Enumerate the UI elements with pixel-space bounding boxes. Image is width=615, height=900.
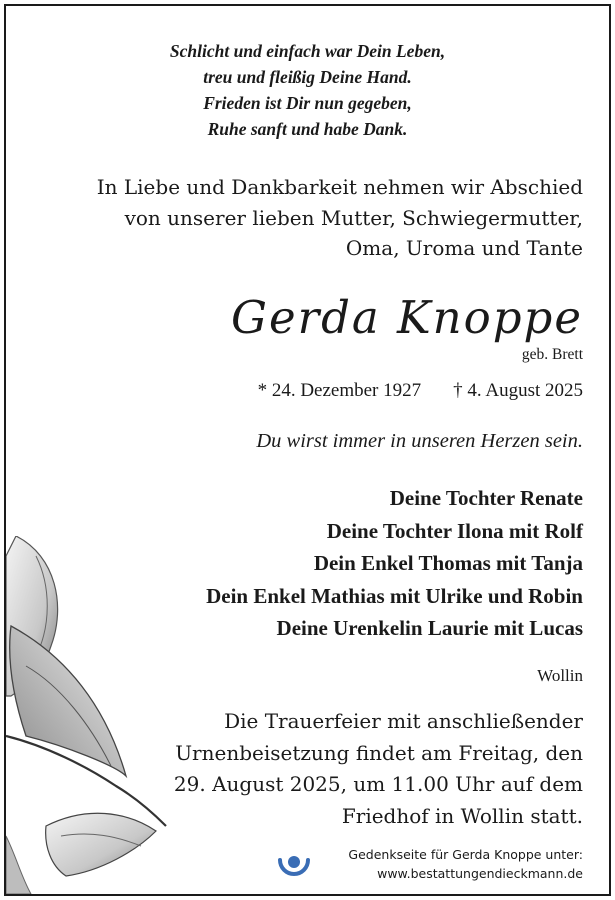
memorial-text: Gedenkseite für Gerda Knoppe unter: <box>348 847 583 862</box>
life-dates <box>258 380 583 402</box>
obituary-notice <box>4 4 611 896</box>
intro-line: von unserer lieben Mutter, Schwiegermutter, <box>124 205 583 230</box>
intro-text <box>97 172 583 264</box>
verse-line: treu und fleißig Deine Hand. <box>203 67 412 87</box>
birth-date: * 24. Dezember 1927 <box>257 380 422 401</box>
verse-line: Schlicht und einfach war Dein Leben, <box>169 41 446 61</box>
verse-line: Ruhe sanft und habe Dank. <box>207 119 408 139</box>
motto: Du wirst immer in unseren Herzen sein. <box>256 430 583 452</box>
memorial-page-info <box>348 845 583 883</box>
circle-drop-logo-icon <box>276 846 312 882</box>
memorial-link[interactable]: www.bestattungendieckmann.de <box>377 866 583 881</box>
funeral-line: Urnenbeisetzung findet am Freitag, den <box>175 740 583 765</box>
intro-line: In Liebe und Dankbarkeit nehmen wir Abschied <box>96 175 583 199</box>
mourner: Dein Enkel Mathias mit Ulrike und Robin <box>206 583 583 608</box>
mourner: Deine Urenkelin Laurie mit Lucas <box>276 616 583 640</box>
verse-line: Frieden ist Dir nun gegeben, <box>203 93 412 113</box>
calla-lily-icon <box>6 536 186 894</box>
mourner: Dein Enkel Thomas mit Tanja <box>313 551 583 575</box>
funeral-line: Friedhof in Wollin statt. <box>341 803 583 828</box>
deceased-name: Gerda Knoppe <box>231 291 583 344</box>
intro-line: Oma, Uroma und Tante <box>345 236 583 260</box>
funeral-line: 29. August 2025, um 11.00 Uhr auf dem <box>173 772 583 796</box>
mourner: Deine Tochter Ilona mit Rolf <box>326 518 583 543</box>
birth-name: geb. Brett <box>521 346 583 363</box>
mourners-list <box>206 482 583 645</box>
funeral-line: Die Trauerfeier mit anschließender <box>224 709 583 733</box>
place: Wollin <box>537 666 583 685</box>
funeral-info <box>174 706 583 832</box>
death-date: † 4. August 2025 <box>453 380 583 401</box>
mourner: Deine Tochter Renate <box>389 486 583 510</box>
verse <box>6 38 609 142</box>
